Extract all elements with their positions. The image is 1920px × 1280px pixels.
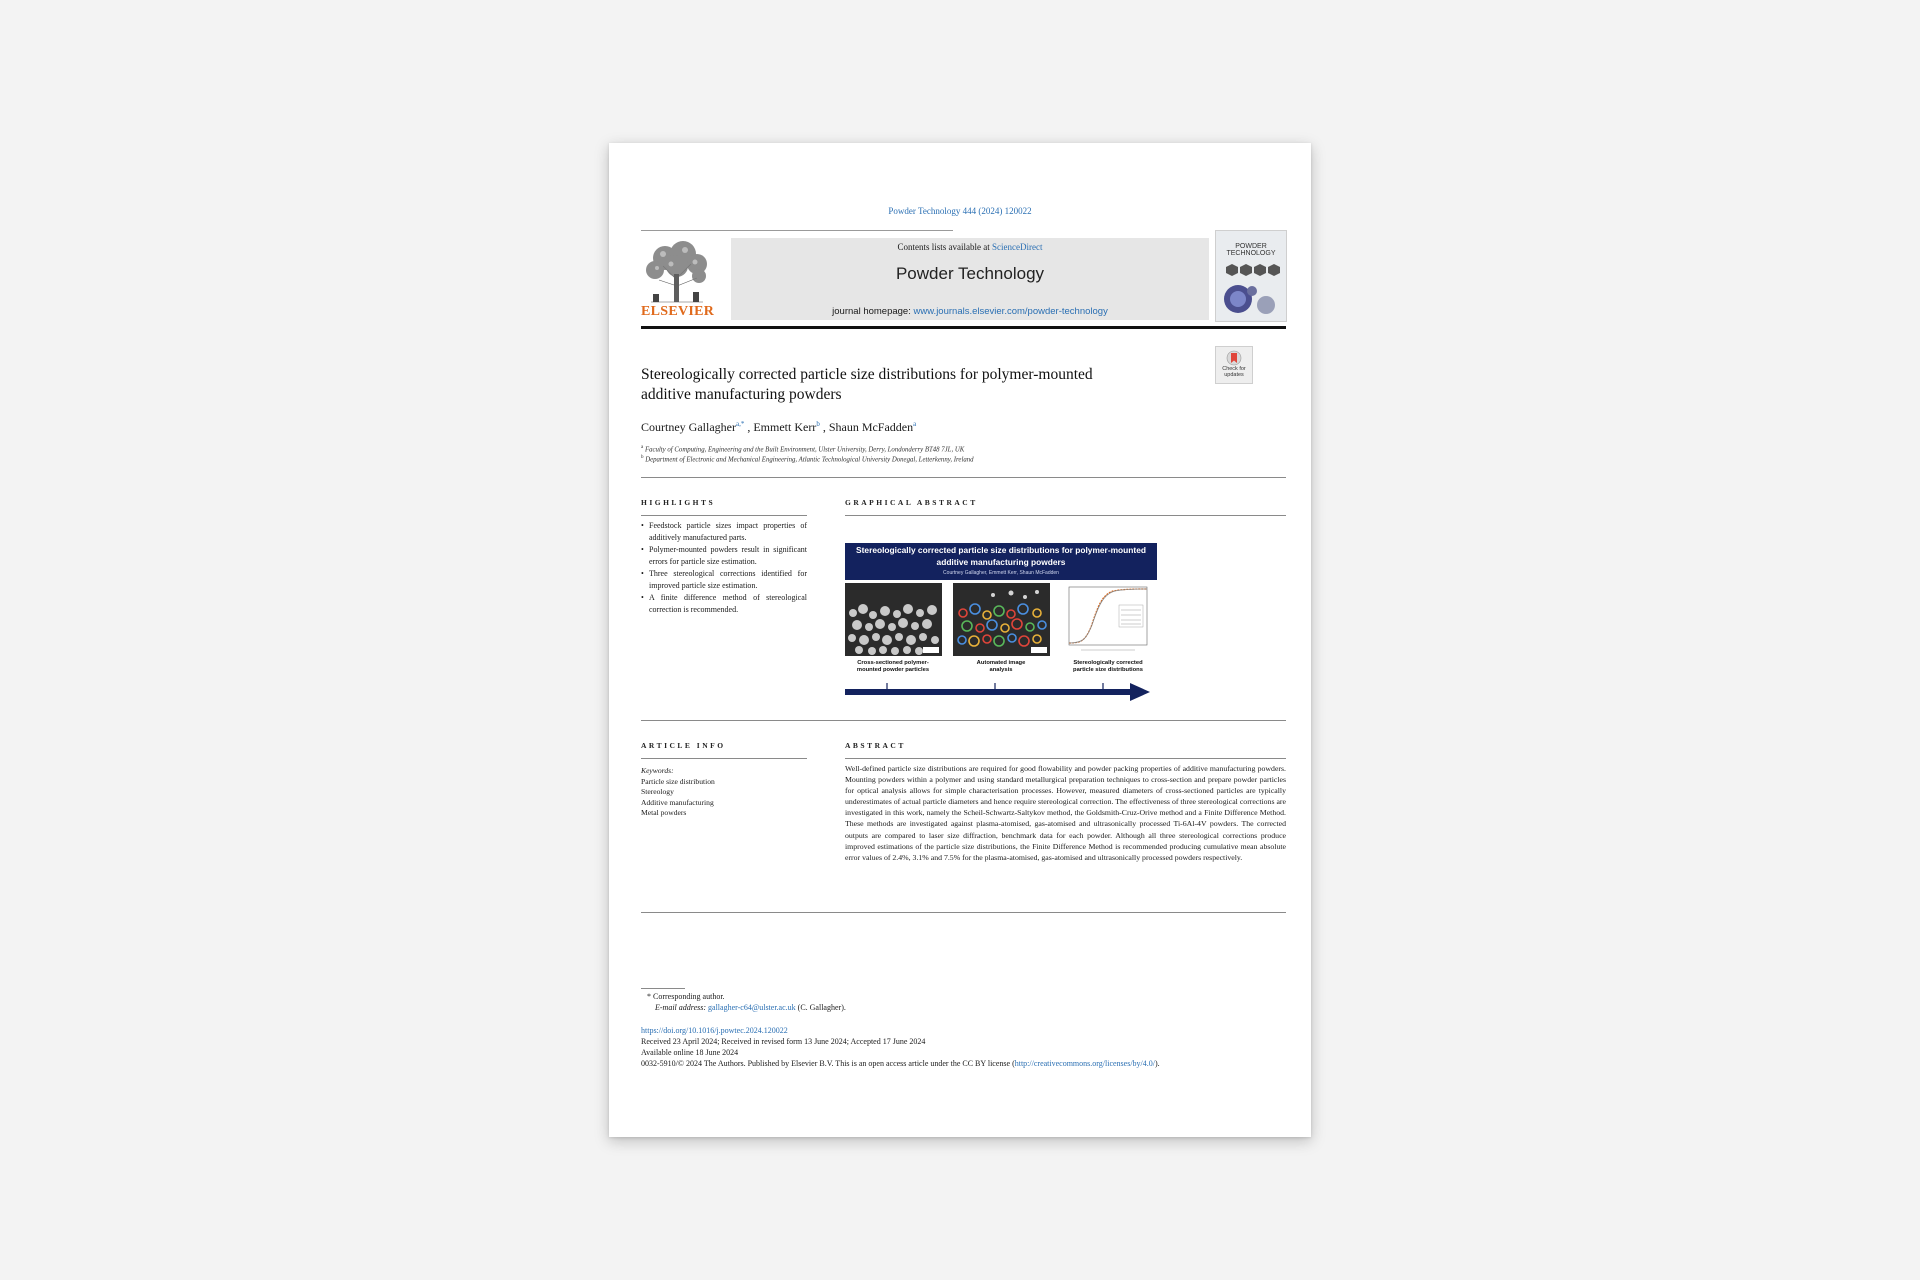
ga-caption: Automated image analysis (976, 660, 1026, 673)
author-name[interactable]: , Shaun McFadden (822, 420, 914, 434)
author-name[interactable]: , Emmett Kerr (747, 420, 817, 434)
keyword: Stereology (641, 787, 674, 797)
author-affiliation-mark[interactable]: b (816, 420, 820, 428)
bookmark-icon (1226, 350, 1242, 366)
journal-cover-thumbnail[interactable] (1215, 230, 1287, 322)
particle-cross-section-art (845, 583, 942, 656)
article-page (609, 143, 1311, 1137)
author-affiliation-mark[interactable]: a (913, 420, 917, 428)
divider (845, 758, 1286, 759)
graphical-abstract-authors: Courtney Gallagher, Emmett Kerr, Shaun McFadden (845, 568, 1157, 579)
header-rule (641, 230, 953, 231)
cover-title: POWDER TECHNOLOGY (1226, 243, 1276, 257)
contents-line: Contents lists available at ScienceDirect (897, 242, 1043, 252)
keyword: Particle size distribution (641, 776, 715, 786)
highlights-list (641, 520, 807, 616)
distribution-curves-art (1061, 583, 1151, 656)
license-line: 0032-5910/© 2024 The Authors. Published by Elsevier B.V. This is an open access article under the CC BY license (http://creativecommons.org/licenses/by/4.0/). (641, 1059, 1160, 1068)
divider (641, 720, 1286, 721)
highlights-heading: HIGHLIGHTS (641, 498, 716, 507)
annotated-particles-art (953, 583, 1050, 656)
header-thick-rule (641, 326, 1286, 329)
check-for-updates-button[interactable] (1215, 346, 1253, 384)
highlight-item: • Feedstock particle sizes impact properties of additively manufactured parts. (641, 520, 807, 544)
journal-name: Powder Technology (895, 264, 1045, 283)
ga-caption: Cross-sectioned polymer- mounted powder particles (856, 660, 930, 673)
author-name[interactable]: Courtney Gallagher (641, 420, 736, 434)
author-list (641, 420, 916, 435)
graphical-abstract-banner[interactable]: Stereologically corrected particle size distributions for polymer-mounted additive manufacturing powders (845, 543, 1157, 580)
license-link[interactable]: http://creativecommons.org/licenses/by/4.0/ (1014, 1059, 1156, 1068)
journal-banner (731, 238, 1209, 320)
received-dates: Received 23 April 2024; Received in revised form 13 June 2024; Accepted 17 June 2024 (641, 1037, 926, 1046)
available-date: Available online 18 June 2024 (641, 1048, 739, 1057)
abstract-heading: ABSTRACT (845, 741, 906, 750)
affiliation-b: $^b$ Department of Electronic and Mechanical Engineering, Atlantic Technological University Donegal, Letterkenny, Ireland (641, 455, 974, 464)
article-info-heading: ARTICLE INFO (641, 741, 726, 750)
ga-caption: Stereologically corrected particle size distributions (1073, 660, 1143, 673)
check-label: Check for updates (1222, 366, 1246, 378)
process-arrow (845, 681, 1150, 701)
divider (641, 758, 807, 759)
keyword: Additive manufacturing (641, 797, 714, 807)
elsevier-wordmark: ELSEVIER (641, 304, 715, 319)
journal-citation[interactable]: Powder Technology 444 (2024) 120022 (888, 206, 1032, 216)
image-analysis-image[interactable] (953, 583, 1050, 656)
doi-link[interactable]: https://doi.org/10.1016/j.powtec.2024.120022 (641, 1026, 788, 1035)
highlight-item: • Polymer-mounted powders result in significant errors for particle size estimation. (641, 544, 807, 568)
corresponding-note: * Corresponding author. (647, 992, 725, 1001)
sciencedirect-link[interactable]: ScienceDirect (992, 242, 1043, 252)
cover-artwork (1216, 259, 1286, 321)
graphical-abstract-heading: GRAPHICAL ABSTRACT (845, 498, 978, 507)
keyword: Metal powders (641, 808, 687, 818)
divider (641, 477, 1286, 478)
highlight-item: • Three stereological corrections identified for improved particle size estimation. (641, 568, 807, 592)
abstract-text: Well-defined particle size distributions are required for good flowability and powder packing properties of additive manufacturing powders. Mounting powders within a polymer and using standard metallurgical preparation techniques to cross-section and prepare powder particles for optical analysis allows for simple characterisation processes. However, measured diameters of cross-sectioned particles are typically underestimates of actual particle diameters and hence require stereological correction. The effectiveness of three stereological corrections are investigated in this work, namely the Scheil-Schwartz-Saltykov method, the Goldsmith-Cruz-Orive method and a Finite Difference Method. These methods are investigated against plasma-atomised, gas-atomised and ultrasonically processed Ti-6Al-4V powders. The corrected outputs are compared to laser size diffraction, benchmark data for each powder. Although all three stereological corrections produce improved estimations of the particle size distributions, the Finite Difference Method is recommended producing cumulative mean absolute error values of 2.4%, 3.1% and 7.5% for the plasma-atomised, gas-atomised and ultrasonically processed powders respectively. (845, 764, 1286, 862)
divider (845, 515, 1286, 516)
keywords-label: Keywords: (641, 766, 674, 775)
footnote-rule (641, 988, 685, 989)
affiliation-a: $^a$ Faculty of Computing, Engineering and the Built Environment, Ulster University, Derry, Londonderry BT48 7JL, UK (641, 445, 965, 454)
cumulative-distribution-plot[interactable] (1061, 583, 1151, 656)
email-note: E-mail address: gallagher-c64@ulster.ac.uk (C. Gallagher). (655, 1003, 846, 1012)
email-link[interactable]: gallagher-c64@ulster.ac.uk (708, 1003, 796, 1012)
author-affiliation-mark[interactable]: a,* (735, 420, 745, 428)
homepage-line: journal homepage: www.journals.elsevier.com/powder-technology (832, 306, 1108, 317)
article-title: Stereologically corrected particle size distributions for polymer-mounted additive manufacturing powders (641, 366, 1093, 403)
homepage-link[interactable]: www.journals.elsevier.com/powder-technology (913, 306, 1108, 317)
highlight-item: • A finite difference method of stereological correction is recommended. (641, 592, 807, 616)
micrograph-image[interactable] (845, 583, 942, 656)
keywords-block (641, 766, 715, 819)
divider (641, 912, 1286, 913)
divider (641, 515, 807, 516)
